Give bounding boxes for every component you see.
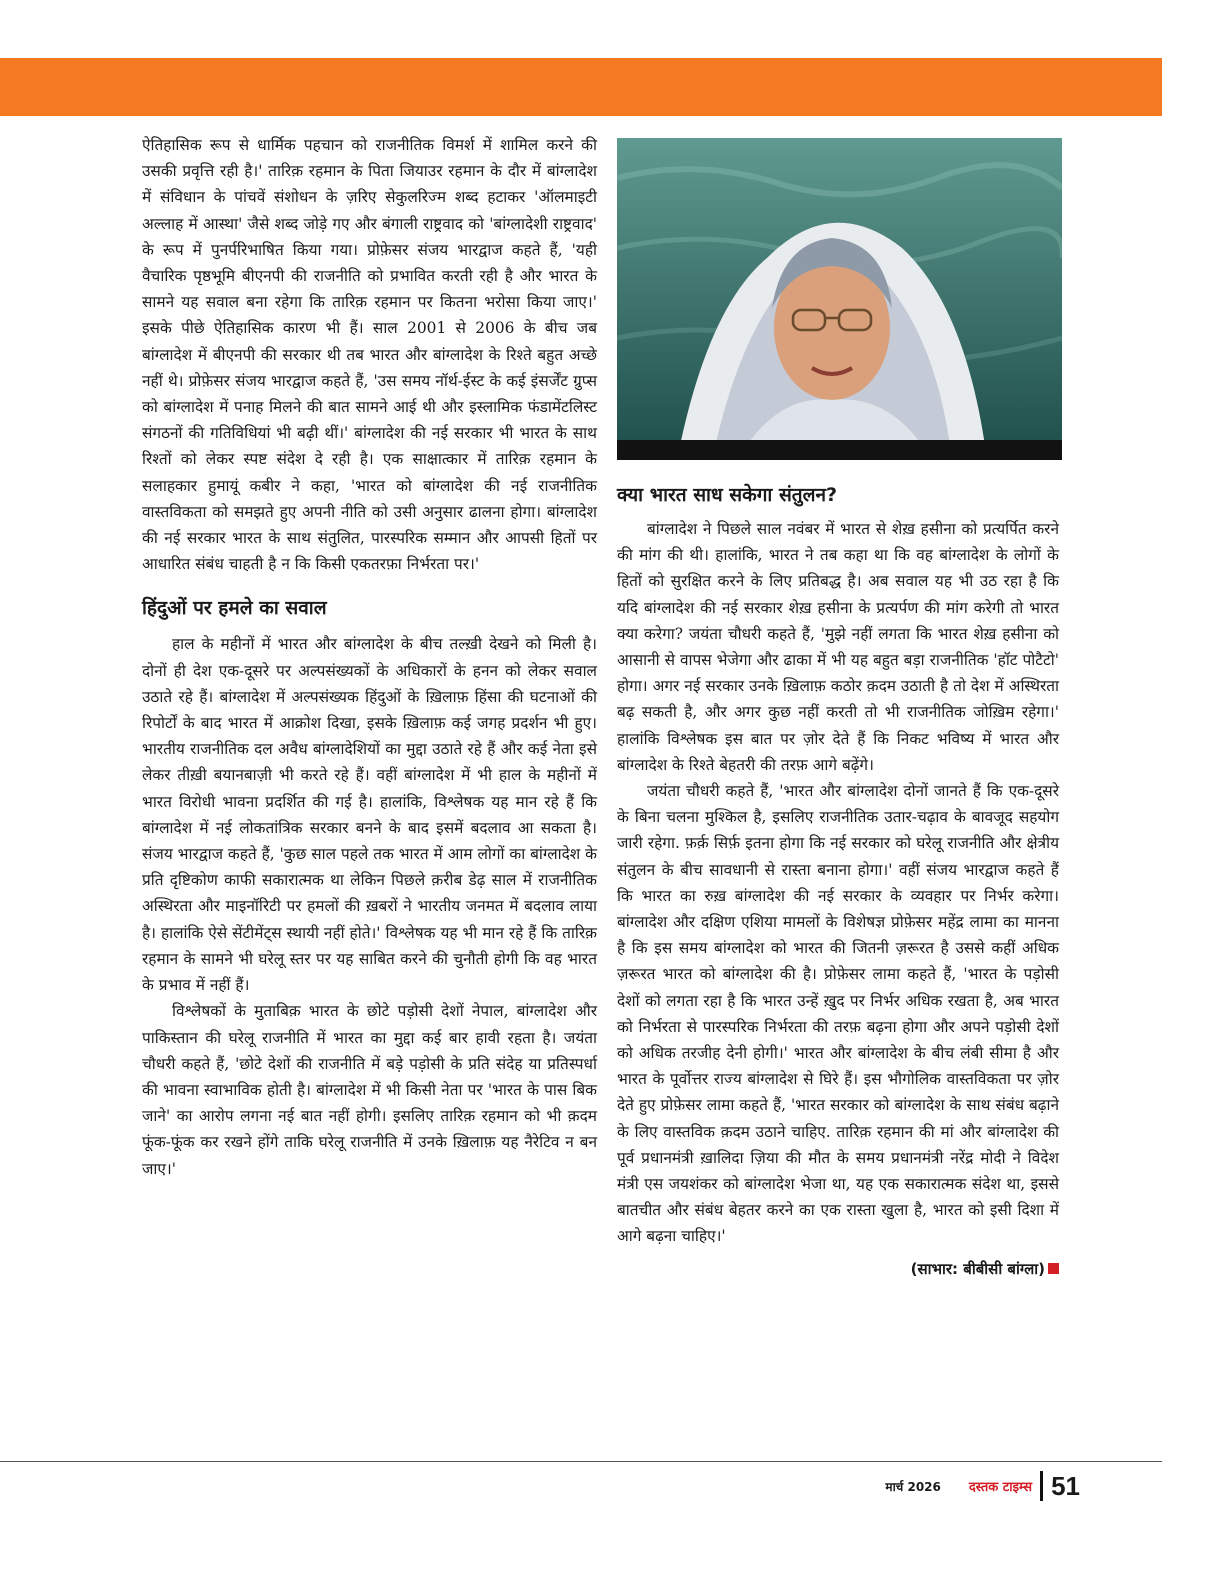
- right-column: [617, 482, 1059, 1282]
- left-column: [142, 132, 597, 1182]
- section-heading: हिंदुओं पर हमले का सवाल: [142, 597, 327, 620]
- page-number: 51: [1051, 1470, 1080, 1501]
- section-heading: क्या भारत साध सकेगा संतुलन?: [617, 484, 838, 506]
- magazine-logo: दस्तक टाइम्स: [968, 1480, 1033, 1495]
- footer-rule: [0, 1461, 1162, 1462]
- body-paragraph: जयंता चौधरी कहते हैं, 'भारत और बांग्लादेश दोनों जानते हैं कि एक-दूसरे के बिना चलना मुश्किल है, इसलिए राजनीतिक उतार-चढ़ाव के बावजूद सहयोग जारी रहेगा. फ़र्क़ सिर्फ़ इतना होगा कि नई सरकार को घरेलू राजनीति और क्षेत्रीय संतुलन के बीच सावधानी से रास्ता बनाना होगा।' वहीं संजय भारद्वाज कहते हैं कि भारत का रुख़ बांग्लादेश की नई सरकार के व्यवहार पर निर्भर करेगा। बांग्लादेश और दक्षिण एशिया मामलों के विशेषज्ञ प्रोफ़ेसर महेंद्र लामा का मानना है कि इस समय बांग्लादेश को भारत की जितनी ज़रूरत है उससे कहीं अधिक ज़रूरत भारत को बांग्लादेश की है। प्रोफ़ेसर लामा कहते हैं, 'भारत के पड़ोसी देशों को लगता रहा है कि भारत उन्हें ख़ुद पर निर्भर अधिक रखता है, अब भारत को निर्भरता से पारस्परिक निर्भरता की तरफ़ बढ़ना होगा और अपने पड़ोसी देशों को अधिक तरजीह देनी होगी।' भारत और बांग्लादेश के बीच लंबी सीमा है और भारत के पूर्वोत्तर राज्य बांग्लादेश से घिरे हैं। इस भौगोलिक वास्तविकता पर ज़ोर देते हुए प्रोफ़ेसर लामा कहते हैं, 'भारत सरकार को बांग्लादेश के साथ संबंध बढ़ाने के लिए वास्तविक क़दम उठाने चाहिए. तारिक़ रहमान की मां और बांग्लादेश की पूर्व प्रधानमंत्री ख़ालिदा ज़िया की मौत के समय प्रधानमंत्री नरेंद्र मोदी ने विदेश मंत्री एस जयशंकर को बांग्लादेश भेजा था, यह एक सकारात्मक संदेश था, इससे बातचीत और संबंध बेहतर करने का एक रास्ता खुला है, भारत को इसी दिशा में आगे बढ़ना चाहिए।': [617, 782, 1059, 1246]
- end-mark-icon: [1048, 1263, 1059, 1274]
- body-paragraph: हाल के महीनों में भारत और बांग्लादेश के बीच तल्ख़ी देखने को मिली है। दोनों ही देश एक-दूसरे पर अल्पसंख्यकों के अधिकारों के हनन को लेकर सवाल उठाते रहे हैं। बांग्लादेश में अल्पसंख्यक हिंदुओं के ख़िलाफ़ हिंसा की घटनाओं की रिपोर्टों के बाद भारत में आक्रोश दिखा, इसके ख़िलाफ़ कई जगह प्रदर्शन भी हुए। भारतीय राजनीतिक दल अवैध बांग्लादेशियों का मुद्दा उठाते रहे हैं और कई नेता इसे लेकर तीख़ी बयानबाज़ी भी करते रहे हैं। वहीं बांग्लादेश में भी हाल के महीनों में भारत विरोधी भावना प्रदर्शित की गई है। हालांकि, विश्लेषक यह मान रहे हैं कि बांग्लादेश में नई लोकतांत्रिक सरकार बनने के बाद इसमें बदलाव आ सकता है। संजय भारद्वाज कहते हैं, 'कुछ साल पहले तक भारत में आम लोगों का बांग्लादेश के प्रति दृष्टिकोण काफी सकारात्मक था लेकिन पिछले क़रीब डेढ़ साल में राजनीतिक अस्थिरता और माइनॉरिटी पर हमलों की ख़बरों ने भारतीय जनमत में बदलाव लाया है। हालांकि ऐसे सेंटीमेंट्स स्थायी नहीं होते।' विश्लेषक यह भी मान रहे हैं कि तारिक़ रहमान के सामने भी घरेलू स्तर पर यह साबित करने की चुनौती होगी कि वह भारत के प्रभाव में नहीं हैं।: [142, 635, 597, 995]
- article-photo: [617, 138, 1062, 460]
- header-accent-band: [0, 58, 1162, 116]
- issue-date: मार्च 2026: [885, 1479, 941, 1494]
- body-paragraph: बांग्लादेश ने पिछले साल नवंबर में भारत से शेख़ हसीना को प्रत्यर्पित करने की मांग की थी। हालांकि, भारत ने तब कहा था कि वह बांग्लादेश के लोगों के हितों को सुरक्षित करने के लिए प्रतिबद्ध है। अब सवाल यह भी उठ रहा है कि यदि बांग्लादेश की नई सरकार शेख़ हसीना के प्रत्यर्पण की मांग करेगी तो भारत क्या करेगा? जयंता चौधरी कहते हैं, 'मुझे नहीं लगता कि भारत शेख़ हसीना को आसानी से वापस भेजेगा और ढाका में भी यह बहुत बड़ा राजनीतिक 'हॉट पोटैटो' होगा। अगर नई सरकार उनके ख़िलाफ़ कठोर क़दम उठाती है तो देश में अस्थिरता बढ़ सकती है, और अगर कुछ नहीं करती तो भी राजनीतिक जोख़िम रहेगा।' हालांकि विश्लेषक इस बात पर ज़ोर देते हैं कि निकट भविष्य में भारत और बांग्लादेश के रिश्ते बेहतरी की तरफ़ आगे बढ़ेंगे।: [617, 520, 1059, 774]
- footer-divider: [1040, 1471, 1043, 1501]
- body-paragraph: विश्लेषकों के मुताबिक़ भारत के छोटे पड़ोसी देशों नेपाल, बांग्लादेश और पाकिस्तान की घरेलू राजनीति में भारत का मुद्दा कई बार हावी रहता है। जयंता चौधरी कहते हैं, 'छोटे देशों की राजनीति में बड़े पड़ोसी के प्रति संदेह या प्रतिस्पर्धा की भावना स्वाभाविक होती है। बांग्लादेश में भी किसी नेता पर 'भारत के पास बिक जाने' का आरोप लगना नई बात नहीं होगी। इसलिए तारिक़ रहमान को भी क़दम फूंक-फूंक कर रखने होंगे ताकि घरेलू राजनीति में उनके ख़िलाफ़ यह नैरेटिव न बन जाए।': [142, 1002, 597, 1178]
- source-credit: [617, 1256, 1059, 1282]
- body-paragraph: ऐतिहासिक रूप से धार्मिक पहचान को राजनीतिक विमर्श में शामिल करने की उसकी प्रवृत्ति रही है।' तारिक़ रहमान के पिता जियाउर रहमान के दौर में बांग्लादेश में संविधान के पांचवें संशोधन के ज़रिए सेकुलरिज्म शब्द हटाकर 'ऑलमाइटी अल्लाह में आस्था' जैसे शब्द जोड़े गए और बंगाली राष्ट्रवाद को 'बांग्लादेशी राष्ट्रवाद' के रूप में पुनर्परिभाषित किया गया। प्रोफ़ेसर संजय भारद्वाज कहते हैं, 'यही वैचारिक पृष्ठभूमि बीएनपी की राजनीति को प्रभावित करती रही है और भारत के सामने यह सवाल बना रहेगा कि तारिक़ रहमान पर कितना भरोसा किया जाए।' इसके पीछे ऐतिहासिक कारण भी हैं। साल 2001 से 2006 के बीच जब बांग्लादेश में बीएनपी की सरकार थी तब भारत और बांग्लादेश के रिश्ते बहुत अच्छे नहीं थे। प्रोफ़ेसर संजय भारद्वाज कहते हैं, 'उस समय नॉर्थ-ईस्ट के कई इंसर्जेंट ग्रुप्स को बांग्लादेश में पनाह मिलने की बात सामने आई थी और इस्लामिक फंडामेंटलिस्ट संगठनों की गतिविधियां भी बढ़ी थीं।' बांग्लादेश की नई सरकार भी भारत के साथ रिश्तों को लेकर स्पष्ट संदेश दे रही है। एक साक्षात्कार में तारिक़ रहमान के सलाहकार हुमायूं कबीर ने कहा, 'भारत को बांग्लादेश की नई राजनीतिक वास्तविकता को समझते हुए अपनी नीति को उसी अनुसार ढालना होगा। बांग्लादेश की नई सरकार भारत के साथ संतुलित, पारस्परिक सम्मान और आपसी हितों पर आधारित संबंध चाहती है न कि किसी एकतरफ़ा निर्भरता पर।': [142, 136, 597, 574]
- page-footer: [885, 1466, 1080, 1506]
- portrait-illustration: [617, 138, 1062, 460]
- source-credit-text: (साभार: बीबीसी बांग्ला): [910, 1259, 1045, 1278]
